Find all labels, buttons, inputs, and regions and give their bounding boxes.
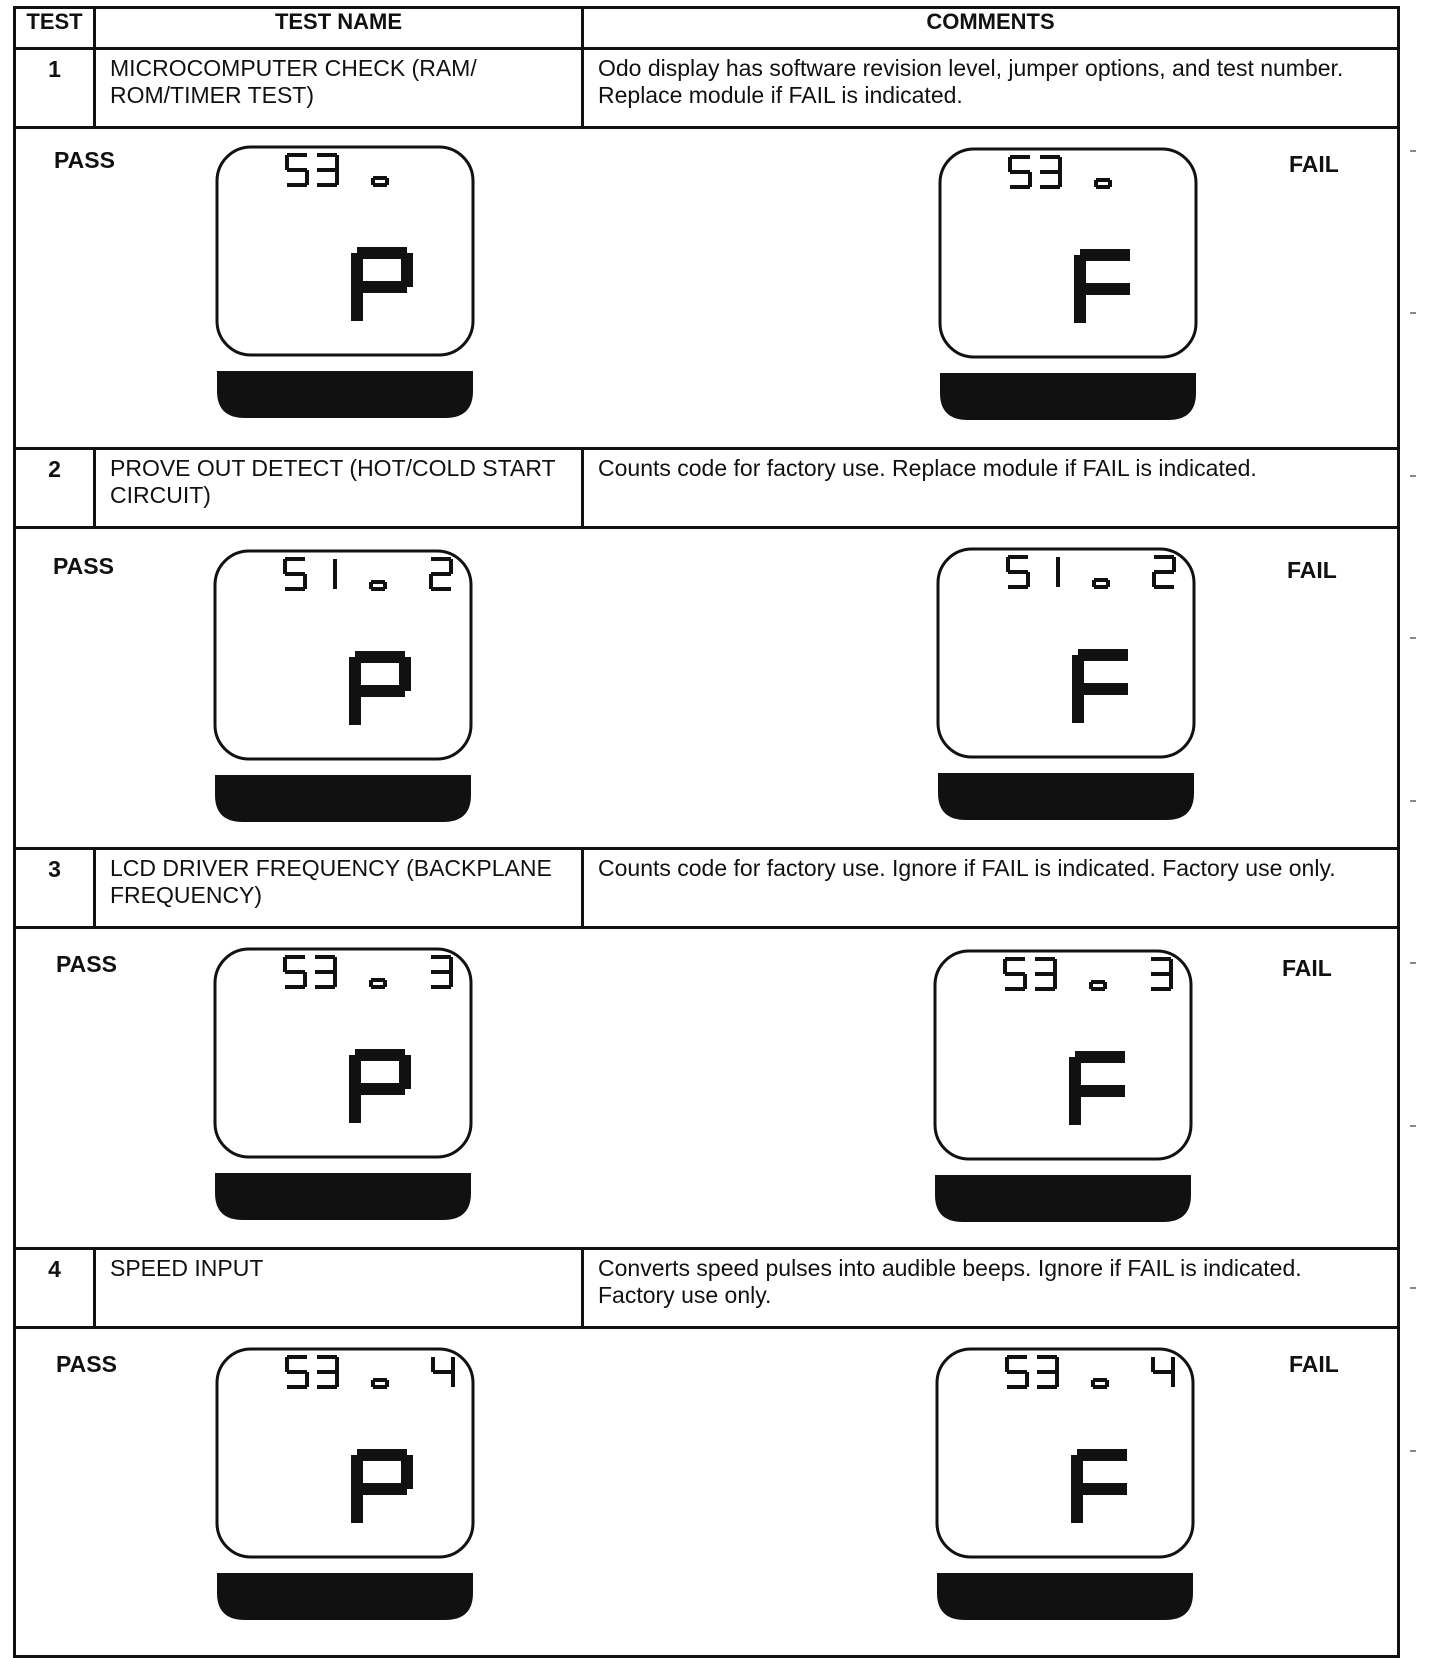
test-comment: Counts code for factory use. Replace module if FAIL is indicated. xyxy=(583,449,1399,528)
margin-tick xyxy=(1410,150,1416,152)
segment-d xyxy=(285,587,305,591)
segment-c xyxy=(1056,572,1060,587)
main-digit xyxy=(1072,649,1128,723)
segment-c xyxy=(1053,974,1057,989)
segment-b xyxy=(333,559,337,574)
segment-a xyxy=(1005,957,1025,961)
pass-lcd-display xyxy=(209,945,477,1230)
display-panel xyxy=(15,1328,1399,1657)
segment-g xyxy=(1094,578,1108,582)
lcd-window xyxy=(217,1349,473,1557)
segment-f xyxy=(285,155,289,170)
segment-d xyxy=(1037,1385,1057,1389)
segment-a xyxy=(1010,155,1030,159)
segment-g xyxy=(373,176,387,180)
segment-g xyxy=(287,1370,307,1374)
segment-d xyxy=(287,183,307,187)
segment-b xyxy=(1171,1357,1175,1372)
pass-lcd-display xyxy=(211,1345,479,1630)
small-digit xyxy=(1092,578,1110,589)
lcd-base xyxy=(215,1173,471,1220)
segment-c xyxy=(333,972,337,987)
fail-lcd-display xyxy=(931,1345,1199,1630)
small-digit xyxy=(333,559,337,589)
segment-e xyxy=(429,574,433,589)
margin-tick xyxy=(1410,1450,1416,1452)
segment-g xyxy=(1077,1483,1127,1495)
segment-g xyxy=(1007,1370,1027,1374)
small-digit xyxy=(371,1378,389,1389)
segment-c xyxy=(1025,1372,1029,1387)
segment-b xyxy=(1055,1357,1059,1372)
header-test-name: TEST NAME xyxy=(95,8,583,49)
segment-c xyxy=(335,1372,339,1387)
segment-g xyxy=(1035,972,1055,976)
segment-f xyxy=(1151,1357,1155,1372)
test-row xyxy=(15,1249,1399,1328)
segment-b xyxy=(335,1357,339,1372)
segment-b xyxy=(1053,959,1057,974)
fail-label: FAIL xyxy=(1287,557,1337,583)
test-number: 3 xyxy=(15,849,95,928)
small-digit xyxy=(283,557,307,591)
segment-d xyxy=(1007,1385,1027,1389)
lcd-base xyxy=(937,1573,1193,1620)
fail-label: FAIL xyxy=(1289,151,1339,177)
lcd-window xyxy=(217,147,473,355)
fail-label: FAIL xyxy=(1289,1351,1339,1377)
header-test: TEST xyxy=(15,8,95,49)
margin-tick xyxy=(1410,962,1416,964)
lcd-base xyxy=(215,775,471,822)
segment-g xyxy=(371,580,385,584)
main-digit xyxy=(349,1049,411,1123)
test-name: MICROCOMPUTER CHECK (RAM/ ROM/TIMER TEST) xyxy=(95,49,583,128)
segment-b xyxy=(449,559,453,574)
segment-g xyxy=(431,970,451,974)
segment-f xyxy=(283,957,287,972)
segment-d xyxy=(431,587,451,591)
test-row xyxy=(15,49,1399,128)
segment-g xyxy=(285,572,305,576)
segment-g xyxy=(1010,170,1030,174)
small-digit xyxy=(1152,555,1176,589)
test-table xyxy=(13,6,1397,1658)
segment-g xyxy=(287,168,307,172)
segment-d xyxy=(371,587,385,591)
lcd-window xyxy=(215,949,471,1157)
segment-d xyxy=(317,183,337,187)
small-digit xyxy=(369,580,387,591)
lcd-base xyxy=(938,773,1194,820)
segment-d xyxy=(1151,987,1171,991)
small-digit xyxy=(317,1355,339,1389)
segment-a xyxy=(431,955,451,959)
main-digit xyxy=(1074,249,1130,323)
segment-g xyxy=(1040,170,1060,174)
segment-d xyxy=(1093,1385,1107,1389)
segment-g xyxy=(1091,980,1105,984)
segment-a xyxy=(1035,957,1055,961)
lcd-window xyxy=(937,1349,1193,1557)
pass-label: PASS xyxy=(56,951,117,977)
segment-g xyxy=(1080,283,1130,295)
small-digit xyxy=(369,978,387,989)
segment-d xyxy=(315,985,335,989)
header-row xyxy=(15,8,1399,49)
test-number: 2 xyxy=(15,449,95,528)
main-digit xyxy=(351,1449,413,1523)
segment-e xyxy=(1152,572,1156,587)
segment-c xyxy=(303,972,307,987)
segment-a xyxy=(1080,249,1130,261)
small-digit xyxy=(1151,1357,1175,1387)
segment-a xyxy=(1037,1355,1057,1359)
segment-d xyxy=(1091,987,1105,991)
segment-f xyxy=(1005,1357,1009,1372)
lcd-base xyxy=(217,371,473,418)
segment-c xyxy=(305,170,309,185)
segment-g xyxy=(357,281,407,293)
segment-a xyxy=(1075,1051,1125,1063)
segment-f xyxy=(431,1357,435,1372)
pass-lcd-display xyxy=(209,547,477,832)
small-digit xyxy=(1035,957,1057,991)
test-name: LCD DRIVER FREQUENCY (BACKPLANE FREQUENCY) xyxy=(95,849,583,928)
segment-a xyxy=(355,651,405,663)
segment-g xyxy=(355,685,405,697)
small-digit xyxy=(1091,1378,1109,1389)
test-row xyxy=(15,849,1399,928)
segment-a xyxy=(357,247,407,259)
pass-label: PASS xyxy=(53,553,114,579)
lcd-base xyxy=(935,1175,1191,1222)
segment-a xyxy=(315,955,335,959)
segment-d xyxy=(1005,987,1025,991)
segment-c xyxy=(335,170,339,185)
diagnostic-grid xyxy=(13,6,1400,1658)
segment-g xyxy=(315,970,335,974)
lcd-base xyxy=(217,1573,473,1620)
segment-c xyxy=(1023,974,1027,989)
small-digit xyxy=(1008,155,1032,189)
test-comment: Converts speed pulses into audible beeps. Ignore if FAIL is indicated. Factory use only. xyxy=(583,1249,1399,1328)
segment-g xyxy=(1151,972,1171,976)
small-digit xyxy=(1151,957,1173,991)
margin-tick xyxy=(1410,637,1416,639)
segment-d xyxy=(1094,585,1108,589)
small-digit xyxy=(1037,1355,1059,1389)
test-name: PROVE OUT DETECT (HOT/COLD START CIRCUIT) xyxy=(95,449,583,528)
display-panel xyxy=(15,128,1399,449)
segment-b xyxy=(451,1357,455,1372)
segment-g xyxy=(1093,1378,1107,1382)
segment-g xyxy=(1008,570,1028,574)
segment-b xyxy=(1056,557,1060,572)
small-digit xyxy=(371,176,389,187)
small-digit xyxy=(285,153,309,187)
segment-g xyxy=(317,168,337,172)
segment-d xyxy=(373,1385,387,1389)
segment-a xyxy=(1008,555,1028,559)
fail-lcd-display xyxy=(934,145,1202,430)
segment-c xyxy=(1055,1372,1059,1387)
margin-tick xyxy=(1410,1287,1416,1289)
segment-c xyxy=(1169,974,1173,989)
segment-c xyxy=(1028,172,1032,187)
small-digit xyxy=(315,955,337,989)
segment-b xyxy=(335,155,339,170)
segment-c xyxy=(1171,1372,1175,1387)
small-digit xyxy=(285,1355,309,1389)
small-digit xyxy=(1006,555,1030,589)
lcd-window xyxy=(935,951,1191,1159)
pass-lcd-display xyxy=(211,143,479,428)
segment-d xyxy=(317,1385,337,1389)
small-digit xyxy=(283,955,307,989)
segment-b xyxy=(1172,557,1176,572)
segment-a xyxy=(287,1355,307,1359)
segment-c xyxy=(333,574,337,589)
segment-g xyxy=(1154,570,1174,574)
segment-a xyxy=(317,1355,337,1359)
display-panel xyxy=(15,528,1399,849)
test-number: 4 xyxy=(15,1249,95,1328)
segment-d xyxy=(1040,185,1060,189)
lcd-base xyxy=(940,373,1196,420)
segment-d xyxy=(373,183,387,187)
segment-c xyxy=(1058,172,1062,187)
pass-label: PASS xyxy=(54,147,115,173)
segment-g xyxy=(371,978,385,982)
segment-a xyxy=(285,955,305,959)
test-comment: Odo display has software revision level, jumper options, and test number. Replace module if FAIL is indicated. xyxy=(583,49,1399,128)
margin-tick xyxy=(1410,312,1416,314)
segment-g xyxy=(1037,1370,1057,1374)
segment-g xyxy=(1075,1085,1125,1097)
segment-d xyxy=(285,985,305,989)
segment-g xyxy=(357,1483,407,1495)
lcd-window xyxy=(940,149,1196,357)
segment-c xyxy=(303,574,307,589)
small-digit xyxy=(1089,980,1107,991)
segment-a xyxy=(317,153,337,157)
segment-d xyxy=(1035,987,1055,991)
segment-a xyxy=(285,557,305,561)
segment-c xyxy=(1026,572,1030,587)
segment-f xyxy=(1006,557,1010,572)
segment-a xyxy=(431,557,451,561)
segment-d xyxy=(1010,185,1030,189)
display-row xyxy=(15,128,1399,449)
segment-f xyxy=(1008,157,1012,172)
small-digit xyxy=(1056,557,1060,587)
segment-g xyxy=(1153,1370,1173,1374)
segment-a xyxy=(355,1049,405,1061)
display-row xyxy=(15,528,1399,849)
segment-a xyxy=(1151,957,1171,961)
display-row xyxy=(15,928,1399,1249)
segment-d xyxy=(1096,185,1110,189)
segment-a xyxy=(1040,155,1060,159)
test-comment: Counts code for factory use. Ignore if FAIL is indicated. Factory use only. xyxy=(583,849,1399,928)
segment-d xyxy=(1154,585,1174,589)
segment-d xyxy=(431,985,451,989)
segment-b xyxy=(1058,157,1062,172)
main-digit xyxy=(1069,1051,1125,1125)
margin-tick xyxy=(1410,475,1416,477)
segment-b xyxy=(1169,959,1173,974)
margin-tick xyxy=(1410,1125,1416,1127)
small-digit xyxy=(1040,155,1062,189)
segment-d xyxy=(287,1385,307,1389)
fail-lcd-display xyxy=(929,947,1197,1232)
segment-a xyxy=(1078,649,1128,661)
segment-a xyxy=(287,153,307,157)
display-row xyxy=(15,1328,1399,1657)
segment-d xyxy=(1008,585,1028,589)
segment-b xyxy=(333,957,337,972)
fail-lcd-display xyxy=(932,545,1200,830)
segment-f xyxy=(1003,959,1007,974)
main-digit xyxy=(349,651,411,725)
segment-a xyxy=(1154,555,1174,559)
small-digit xyxy=(1005,1355,1029,1389)
fail-label: FAIL xyxy=(1282,955,1332,981)
small-digit xyxy=(1094,178,1112,189)
segment-b xyxy=(449,957,453,972)
small-digit xyxy=(1003,957,1027,991)
segment-g xyxy=(433,1370,453,1374)
test-name: SPEED INPUT xyxy=(95,1249,583,1328)
small-digit xyxy=(431,1357,455,1387)
header-comments: COMMENTS xyxy=(583,8,1399,49)
segment-c xyxy=(449,972,453,987)
segment-g xyxy=(355,1083,405,1095)
segment-a xyxy=(357,1449,407,1461)
segment-f xyxy=(283,559,287,574)
segment-c xyxy=(305,1372,309,1387)
small-digit xyxy=(431,955,453,989)
margin-tick xyxy=(1410,800,1416,802)
segment-a xyxy=(1007,1355,1027,1359)
small-digit xyxy=(429,557,453,591)
segment-g xyxy=(1078,683,1128,695)
main-digit xyxy=(351,247,413,321)
small-digit xyxy=(317,153,339,187)
segment-g xyxy=(1005,972,1025,976)
test-row xyxy=(15,449,1399,528)
segment-g xyxy=(285,970,305,974)
segment-g xyxy=(431,572,451,576)
main-digit xyxy=(1071,1449,1127,1523)
segment-a xyxy=(1077,1449,1127,1461)
segment-c xyxy=(451,1372,455,1387)
segment-g xyxy=(317,1370,337,1374)
segment-g xyxy=(373,1378,387,1382)
segment-g xyxy=(1096,178,1110,182)
test-number: 1 xyxy=(15,49,95,128)
segment-d xyxy=(371,985,385,989)
segment-f xyxy=(285,1357,289,1372)
display-panel xyxy=(15,928,1399,1249)
pass-label: PASS xyxy=(56,1351,117,1377)
